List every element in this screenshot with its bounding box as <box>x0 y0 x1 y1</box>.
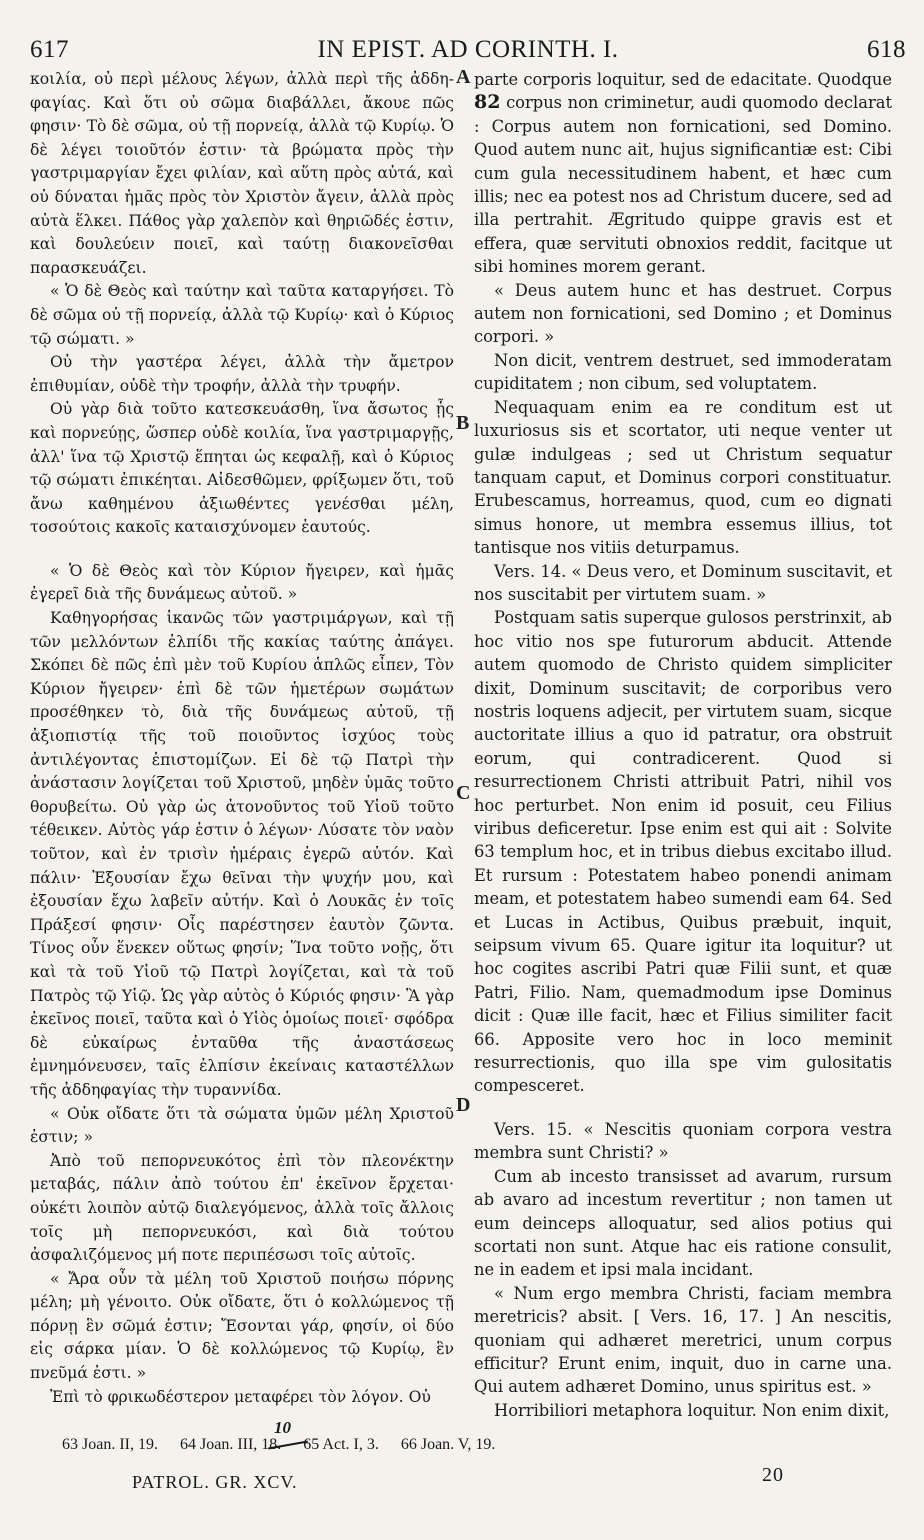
handwritten-correction: 10 <box>274 1418 291 1437</box>
latin-paragraph: « Num ergo membra Christi, faciam membra meretricis? absit. [ Vers. 16, 17. ] An nescitis, quoniam qui adhæret meretrici, unum corpus efficitur? Erunt enim, inquit, duo in carne una. Qui autem adhæret Domino, unus spiritus est. » <box>474 1283 892 1397</box>
running-title: IN EPIST. AD CORINTH. I. <box>317 36 619 63</box>
margin-letter-b: B <box>456 412 470 434</box>
footnotes <box>62 1436 884 1454</box>
latin-paragraph: « Deus autem hunc et has destruet. Corpus autem non fornicationi, sed Domino ; et Dominus corpori. » <box>474 280 892 347</box>
greek-paragraph: Οὐ τὴν γαστέρα λέγει, ἀλλὰ τὴν ἄμετρον ἐπιθυμίαν, οὐδὲ τὴν τροφήν, ἀλλὰ τὴν τρυφήν. <box>30 353 454 395</box>
gathering-signature: 20 <box>762 1464 784 1486</box>
latin-text: corpus non criminetur, audi quomodo declarat : Corpus autem non fornicationi, sed Domino. Quod autem nunc ait, hujus significantiæ est: Cibi cum gula necessitudinem habent, et hæc cum illis; nec ea potest nos ad Christum ducere, sed ad illa pertrahit. Ægritudo quippe gravis est et effera, quæ servituti obnoxios reddit, facitque ut sibi homines morem gerant. <box>474 93 892 277</box>
left-page-number: 617 <box>30 36 69 63</box>
running-head <box>30 36 906 66</box>
greek-paragraph: Καθηγορήσας ἱκανῶς τῶν γαστριμάργων, καὶ τῇ τῶν μελλόντων ἐλπίδι τῆς κακίας ταύτης ἀπάγει. Σκόπει δὲ πῶς ἐπὶ μὲν τοῦ Κυρίου ἁπλῶς εἶπεν, Τὸν Κύριον ἤγειρεν· ἐπὶ δὲ τῶν ἡμετέρων σωμάτων προσέθηκεν τὸ, διὰ τῆς δυνάμεως αὐτοῦ, τῇ ἀξιοπιστίᾳ τῆς τοῦ ποιοῦντος ἰσχύος τοὺς ἀντιλέγοντας ἐπιστομίζων. Εἰ δὲ τῷ Πατρὶ τὴν ἀνάστασιν λογίζεται τοῦ Χριστοῦ, μηδὲν ὑμᾶς τοῦτο θορυβείτω. Οὐ γὰρ ὡς ἀτονοῦντος τοῦ Υἱοῦ τοῦτο τέθεικεν. Αὐτὸς γάρ ἐστιν ὁ λέγων· Λύσατε τὸν ναὸν τοῦτον, καὶ ἐν τρισὶν ἡμέραις ἐγερῶ αὐτόν. Καὶ πάλιν· Ἐξουσίαν ἔχω θεῖναι τὴν ψυχήν μου, καὶ ἐξουσίαν ἔχω λαβεῖν αὐτήν. Καὶ ὁ Λουκᾶς ἐν τοῖς Πράξεσί φησιν· Οἷς παρέστησεν ἑαυτὸν ζῶντα. Τίνος οὖν ἕνεκεν οὕτως φησίν; Ἵνα τοῦτο νοῇς, ὅτι καὶ τὰ τοῦ Υἱοῦ τῷ Πατρὶ λογίζεται, καὶ τὰ τοῦ Πατρὸς τῷ Υἱῷ. Ὡς γὰρ αὐτὸς ὁ Κύριός φησιν· Ἃ γὰρ ἐκεῖνος ποιεῖ, ταῦτα καὶ ὁ Υἱὸς ὁμοίως ποιεῖ· σφόδρα δὲ εὐκαίρως ἐνταῦθα τῆς ἀναστάσεως ἐμνημόνευσεν, ταῖς ἐλπίσιν ἐκείναις καταστέλλων τῆς ἀδδηφαγίας τὴν τυραννίδα. <box>30 609 454 1099</box>
latin-column <box>474 68 892 1422</box>
latin-paragraph: Vers. 15. « Nescitis quoniam corpora vestra membra sunt Christi? » <box>474 1119 892 1163</box>
greek-paragraph: Ἀπὸ τοῦ πεπορνευκότος ἐπὶ τὸν πλεονέκτην μεταβάς, πάλιν ἀπὸ τούτου ἐπ' ἐκεῖνον ἔρχεται· οὐκέτι λοιπὸν αὐτῷ διαλεγόμενος, ἀλλὰ τοῖς ἄλλοις τοῖς μὴ πεπορνευκόσι, καὶ διὰ τούτου ἀσφαλιζόμενος μή ποτε περιπέσωσι τοῖς αὐτοῖς. <box>30 1151 454 1265</box>
margin-letter-c: C <box>456 782 471 804</box>
greek-paragraph: Ἐπὶ τὸ φρικωδέστερον μεταφέρει τὸν λόγον. Οὐ <box>50 1387 431 1406</box>
greek-paragraph: « Οὐκ οἴδατε ὅτι τὰ σώματα ὑμῶν μέλη Χριστοῦ ἐστιν; » <box>30 1104 454 1147</box>
latin-paragraph: Postquam satis superque gulosos perstrinxit, ab hoc vitio nos spe futurorum abducit. Attende autem quomodo de Christo quidem simpliciter dixit, Dominum suscitavit; de corporibus vero nostris loquens adjecit, per virtutem suam, sicque auctoritate illius a quo id patratur, ora obstruit eorum, qui contradicerent. Quod si resurrectionem Christi attribuit Patri, nihil vos hoc perturbet. Non enim id posuit, ceu Filius viribus deficeretur. Ipse enim est qui ait : Solvite 63 templum hoc, et in tribus diebus excitabo illud. Et rursum : Potestatem habeo ponendi animam meam, et potestatem habeo sumendi eam 64. Sed et Lucas in Actibus, Quibus præbuit, inquit, seipsum vivum 65. Quare igitur ita loquitur? ut hoc cogites ascribi Patri quæ Filii sunt, et quæ Patri, Filio. Nam, quemadmodum ipse Dominus dicit : Quæ ille facit, hæc et Filius similiter facit 66. Apposite vero hoc in loco meminit resurrectionis, quo illa spe vim gulositatis compesceret. <box>474 608 892 1096</box>
latin-paragraph: Vers. 14. « Deus vero, et Dominum suscitavit, et nos suscitabit per virtutem suam. » <box>474 561 892 604</box>
footnote: 65 Act. I, 3. <box>303 1436 379 1453</box>
greek-column <box>30 68 454 1409</box>
margin-letter-d: D <box>456 1094 471 1116</box>
footnote: 64 Joan. III, 18. <box>179 1436 282 1453</box>
margin-letter-a: A <box>456 66 471 88</box>
footnote: 63 Joan. II, 19. <box>62 1436 158 1453</box>
latin-paragraph <box>474 68 892 279</box>
latin-paragraph: Non dicit, ventrem destruet, sed immoderatam cupiditatem ; non cibum, sed voluptatem. <box>474 350 892 394</box>
column-number: 82 <box>474 91 501 114</box>
page-footer <box>132 1464 784 1493</box>
footnote: 66 Joan. V, 19. <box>400 1436 496 1453</box>
latin-paragraph: Horribiliori metaphora loquitur. Non enim dixit, <box>494 1400 890 1420</box>
latin-paragraph: Cum ab incesto transisset ad avarum, rursum ab avaro ad incestum revertitur ; non tamen ut eum deinceps alloquatur, sed alios potius qui scortati non sunt. Atque hac eis ratione consulit, ne in eadem et ipsi mala incidant. <box>474 1166 892 1280</box>
greek-paragraph: « Ὁ δὲ Θεὸς καὶ ταύτην καὶ ταῦτα καταργήσει. Τὸ δὲ σῶμα οὐ τῇ πορνείᾳ, ἀλλὰ τῷ Κυρίῳ· καὶ ὁ Κύριος τῷ σώματι. » <box>30 282 454 348</box>
right-page-number: 618 <box>867 36 906 63</box>
latin-paragraph: Nequaquam enim ea re conditum est ut luxuriosus sis et scortator, uti neque venter ut gulæ indulgeas ; sed ut Christum sequatur tanquam caput, et Dominus corpori constituatur. Erubescamus, horreamus, quod, cum eo dignati simus honore, ut membra essemus illius, tot tantisque nos vitiis deturpamus. <box>474 397 892 558</box>
greek-paragraph: κοιλία, οὐ περὶ μέλους λέγων, ἀλλὰ περὶ τῆς ἀδδη-φαγίας. Καὶ ὅτι οὐ σῶμα διαβάλλει, ἄκουε πῶς φησιν· Τὸ δὲ σῶμα, οὐ τῇ πορνείᾳ, ἀλλὰ τῷ Κυρίῳ. Ὁ δὲ λέγει τοιοῦτόν ἐστιν· τὰ βρώματα πρὸς τὴν γαστριμαργίαν ἔχει φιλίαν, καὶ αὕτη πρὸς αὐτά, καὶ οὐ δύναται ἡμᾶς πρὸς τὸν Χριστὸν ἄγειν, ἀλλὰ πρὸς αὐτὰ ἕλκει. Πάθος γὰρ χαλεπὸν καὶ θηριῶδές ἐστιν, καὶ δουλεύειν ποιεῖ, καὶ ταύτῃ διακονεῖσθαι παρασκευάζει. <box>30 70 454 277</box>
greek-paragraph: « Ὁ δὲ Θεὸς καὶ τὸν Κύριον ἤγειρεν, καὶ ἡμᾶς ἐγερεῖ διὰ τῆς δυνάμεως αὐτοῦ. » <box>30 561 454 604</box>
latin-text: parte corporis loquitur, sed de edacitate. Quodque <box>474 70 892 89</box>
greek-paragraph: Οὐ γὰρ διὰ τοῦτο κατεσκευάσθη, ἵνα ἄσωτος ᾖς καὶ πορνεύῃς, ὥσπερ οὐδὲ κοιλία, ἵνα γαστριμαργῇς, ἀλλ' ἵνα τῷ Χριστῷ ἕπηται ὡς κεφαλῇ, καὶ ὁ Κύριος τῷ σώματι ἐπικέηται. Αἰδεσθῶμεν, φρίξωμεν ὅτι, τοῦ ἄνω καθημένου ἀξιωθέντες γενέσθαι μέλη, τοσούτοις κακοῖς καταισχύνομεν ἑαυτούς. <box>30 400 454 537</box>
patrologia-signature: PATROL. GR. XCV. <box>132 1472 298 1492</box>
greek-paragraph: « Ἄρα οὖν τὰ μέλη τοῦ Χριστοῦ ποιήσω πόρνης μέλη; μὴ γένοιτο. Οὐκ οἴδατε, ὅτι ὁ κολλώμενος τῇ πόρνῃ ἓν σῶμά ἐστιν; Ἔσονται γάρ, φησίν, οἱ δύο εἰς σάρκα μίαν. Ὁ δὲ κολλώμενος τῷ Κυρίῳ, ἓν πνεῦμά ἐστι. » <box>30 1269 454 1383</box>
